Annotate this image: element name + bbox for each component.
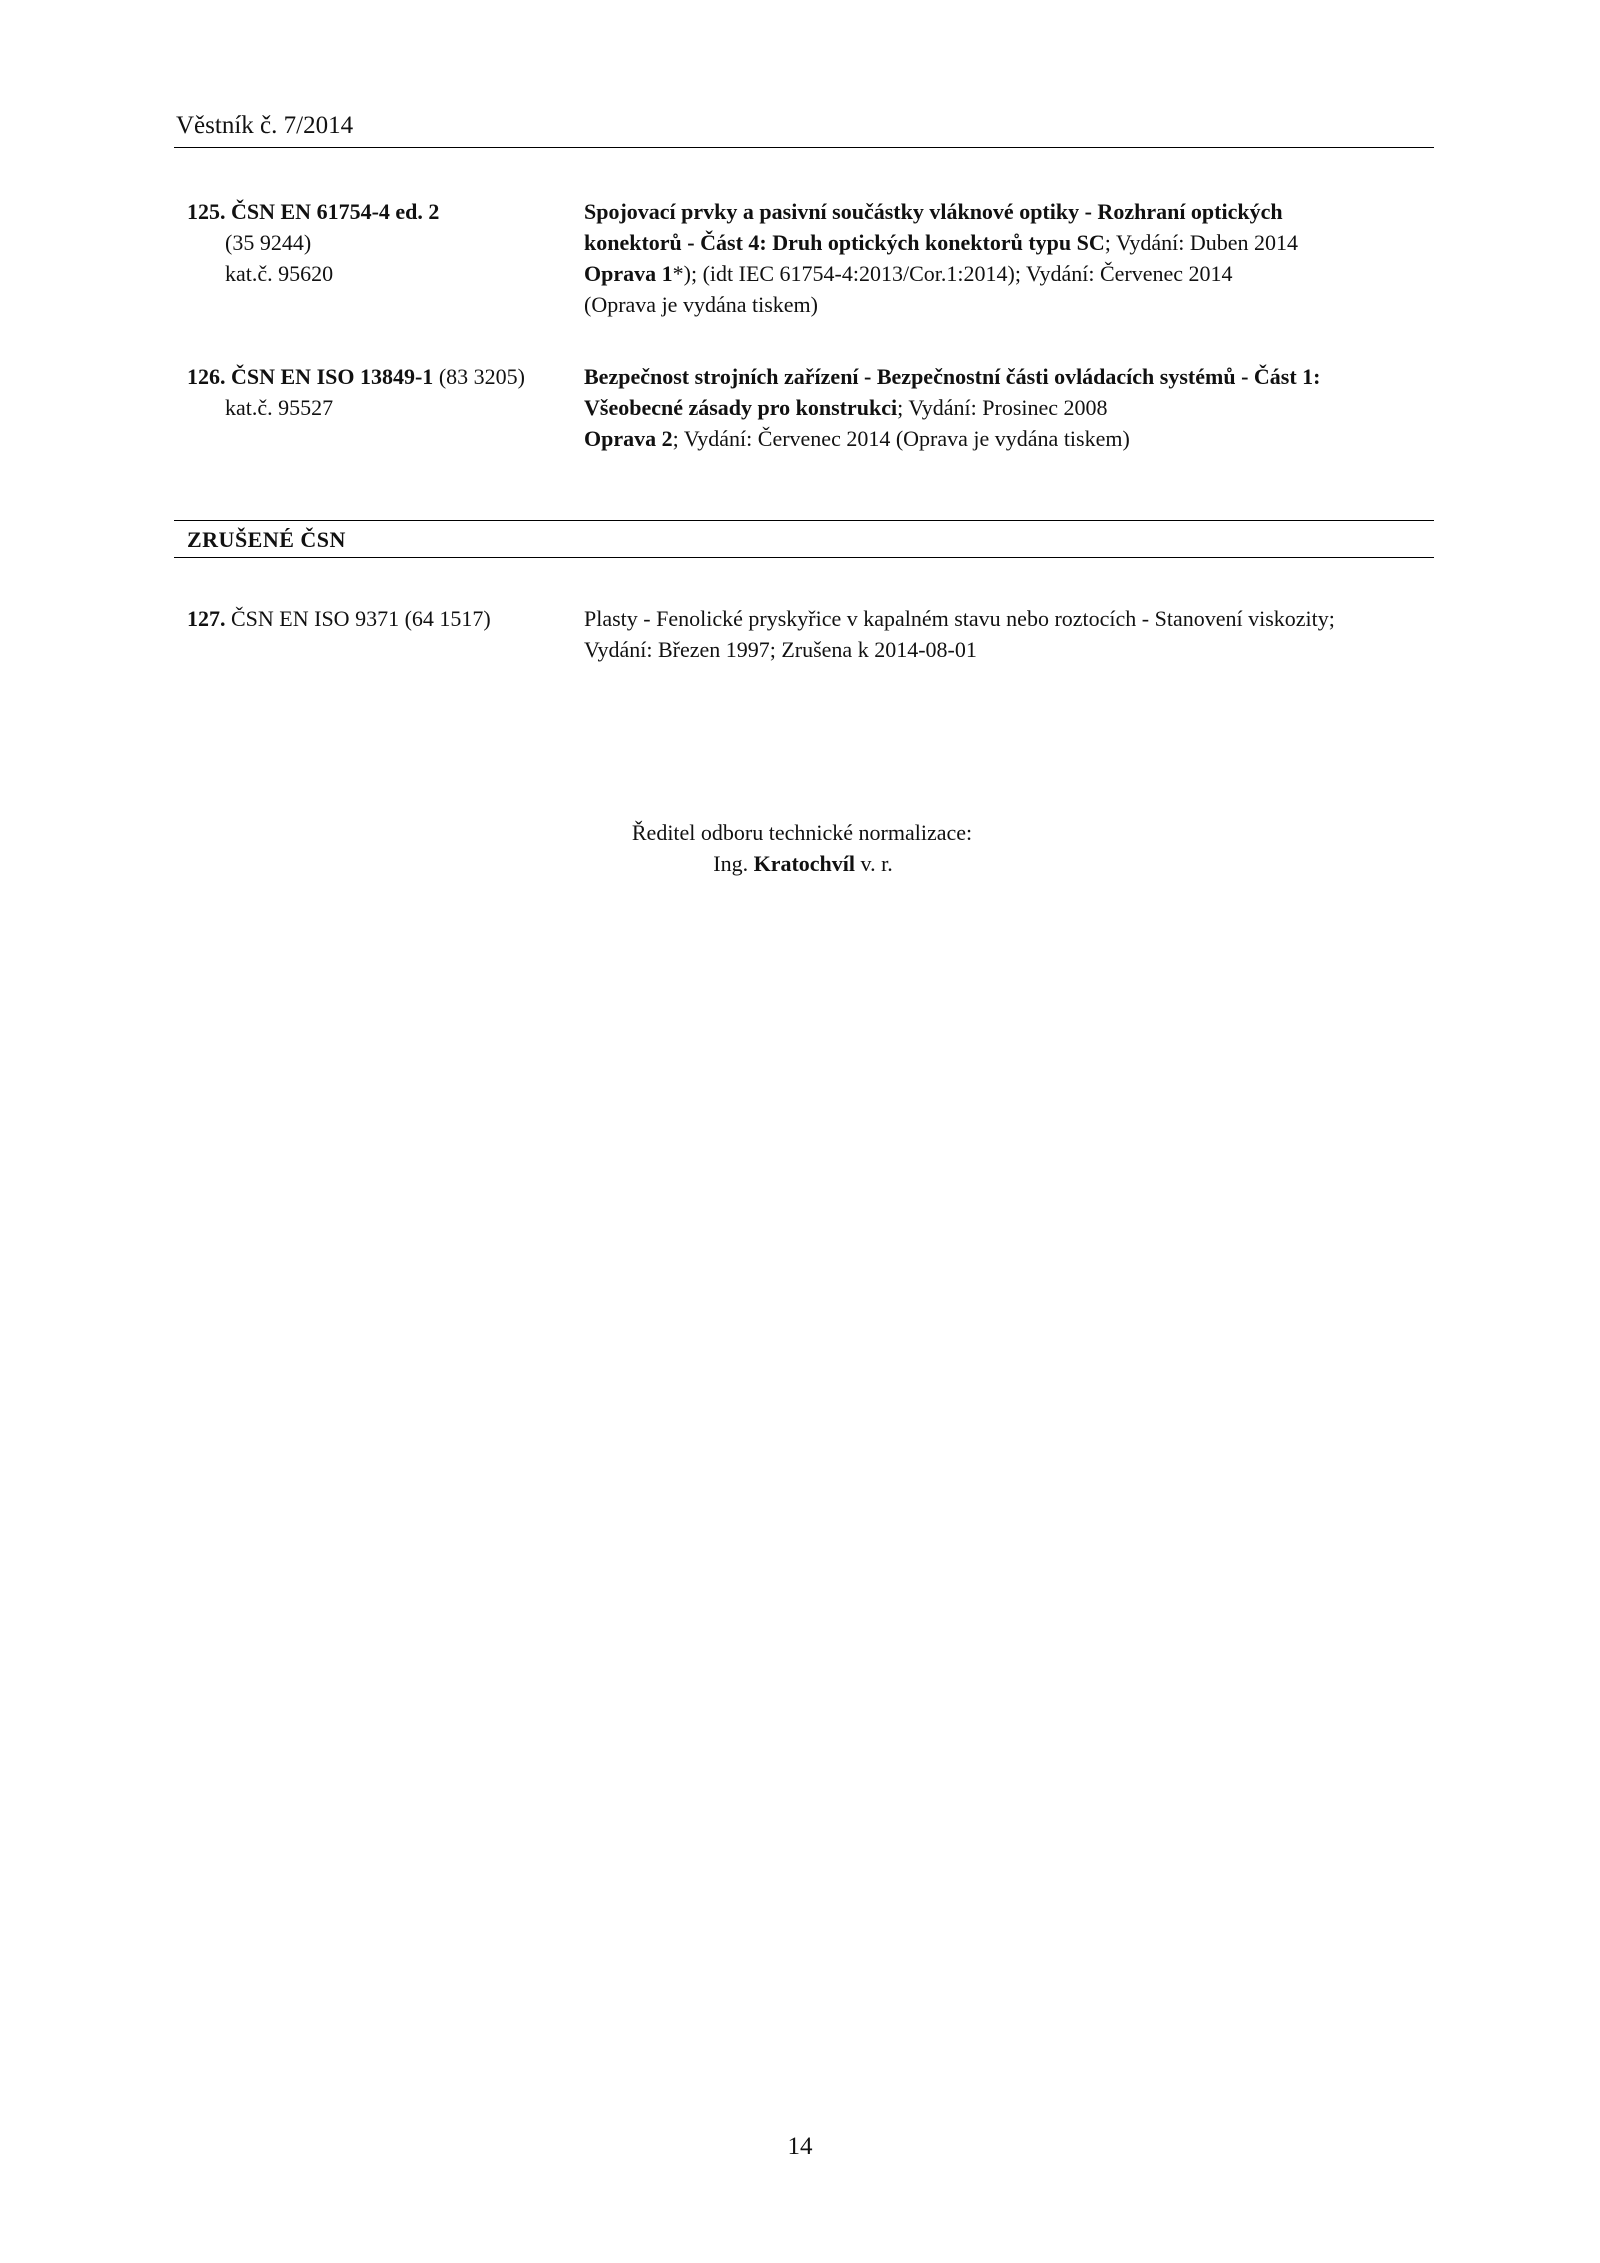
- signatory-suffix: v. r.: [860, 851, 893, 876]
- signatory-name: Kratochvíl: [753, 851, 856, 876]
- page-header: [174, 111, 1434, 148]
- entry-identifiers: [187, 196, 587, 289]
- standard-code: ČSN EN 61754-4 ed. 2: [231, 199, 440, 224]
- standard-code: ČSN EN ISO 13849-1: [231, 364, 434, 389]
- correction-label: Oprava 1: [584, 261, 673, 286]
- standard-code: ČSN EN ISO 9371 (64 1517): [231, 606, 491, 631]
- section-heading: [174, 520, 1434, 558]
- entry-number: 127.: [187, 606, 226, 631]
- standard-title-line2: konektorů - Část 4: Druh optických konektorů typu SC: [584, 230, 1105, 255]
- issue-date: ; Vydání: Prosinec 2008: [897, 395, 1108, 420]
- catalog-number: kat.č. 95620: [225, 261, 334, 286]
- standard-title-line2: Všeobecné zásady pro konstrukci: [584, 395, 898, 420]
- entry-identifiers: [187, 361, 587, 423]
- classification-number: (83 3205): [438, 364, 525, 389]
- signature-block: [0, 817, 1600, 879]
- page-number: 14: [787, 2133, 813, 2160]
- entry-description: [584, 361, 1434, 454]
- print-note: (Oprava je vydána tiskem): [584, 292, 818, 317]
- signatory-prefix: Ing.: [713, 851, 749, 876]
- catalog-number: kat.č. 95527: [225, 395, 334, 420]
- standard-title-line1: Bezpečnost strojních zařízení - Bezpečnostní části ovládacích systémů - Část 1:: [584, 364, 1321, 389]
- entry-number: 125.: [187, 199, 226, 224]
- issue-date: ; Vydání: Duben 2014: [1104, 230, 1299, 255]
- correction-note: ; Vydání: Červenec 2014 (Oprava je vydána tiskem): [672, 426, 1130, 451]
- section-title: ZRUŠENÉ ČSN: [187, 527, 346, 552]
- entry-identifiers: [187, 603, 587, 634]
- correction-label: Oprava 2: [584, 426, 673, 451]
- entry-description: [584, 196, 1434, 320]
- issue-date: Vydání: Březen 1997; Zrušena k 2014-08-01: [584, 637, 977, 662]
- correction-note: *); (idt IEC 61754-4:2013/Cor.1:2014); Vydání: Červenec 2014: [672, 261, 1233, 286]
- signatory-name-line: [6, 848, 1600, 879]
- classification-number: (35 9244): [225, 230, 312, 255]
- entry-description: [584, 603, 1434, 665]
- standard-title: Plasty - Fenolické pryskyřice v kapalném stavu nebo roztocích - Stanovení viskozity;: [584, 606, 1335, 631]
- journal-title: Věstník č. 7/2014: [176, 112, 354, 139]
- entry-number: 126.: [187, 364, 226, 389]
- signatory-role: Ředitel odboru technické normalizace:: [631, 820, 973, 845]
- standard-title-line1: Spojovací prvky a pasivní součástky vláknové optiky - Rozhraní optických: [584, 199, 1283, 224]
